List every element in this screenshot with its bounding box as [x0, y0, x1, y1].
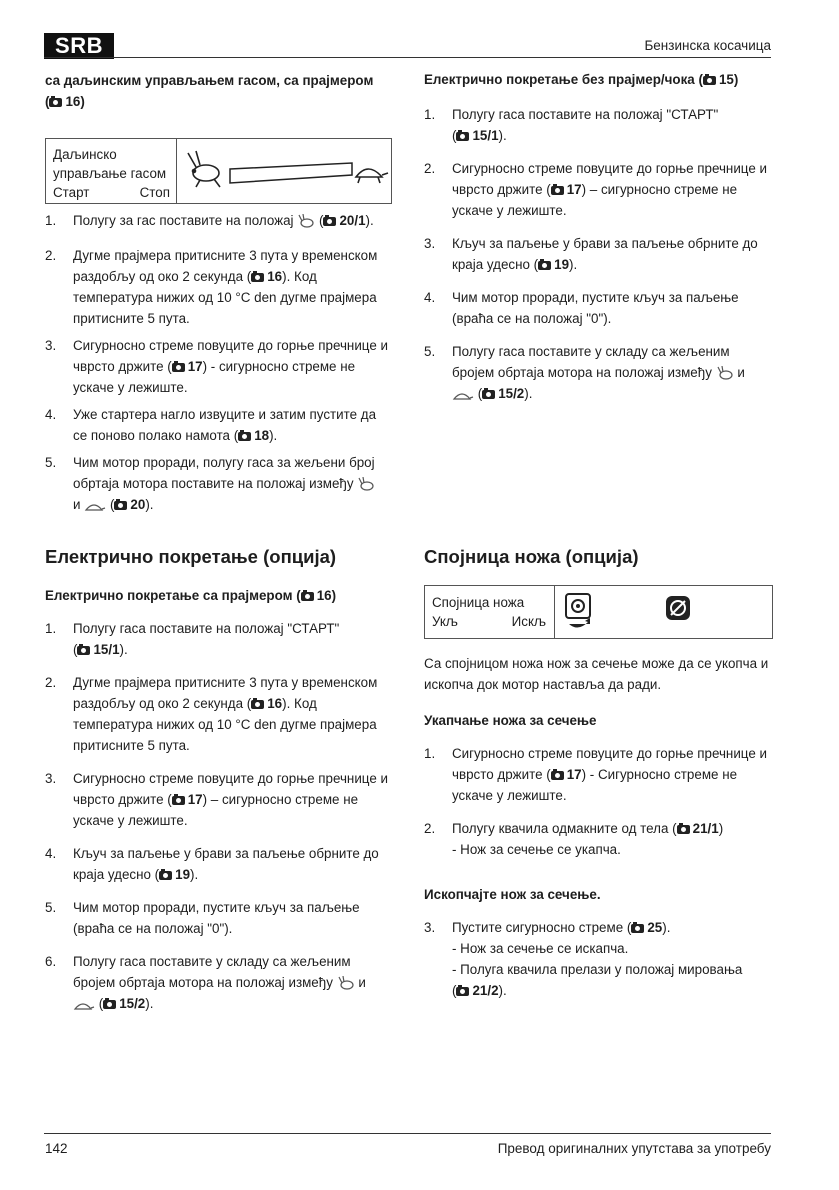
list-item: 3. Сигурносно стреме повуците до горње пречнице и чврсто држите ( 17) - сигурносно стреме не ускаче у лежиште.: [45, 338, 388, 395]
throttle-label-line1: Даљинско: [53, 147, 117, 162]
camera-icon: [251, 700, 264, 709]
footer-rule: [44, 1133, 771, 1134]
no-primer-steps: [424, 104, 770, 404]
camera-icon: [323, 217, 336, 226]
left-intro-heading: са даљинским управљањем гасом, са прајмером ( 16): [45, 73, 374, 109]
camera-icon: [631, 924, 644, 933]
throttle-diagram: [184, 143, 389, 199]
list-item: 4. Кључ за паљење у брави за паљење обрните до краја удесно ( 19).: [45, 846, 379, 882]
camera-icon: [103, 1000, 116, 1009]
camera-icon: [114, 501, 127, 510]
camera-icon: [301, 592, 314, 601]
throttle-wedge: [230, 163, 352, 183]
intro-ref: 16: [49, 94, 80, 109]
no-primer-heading: Електрично покретање без прајмер/чока ( 15): [424, 72, 739, 87]
list-item: 2. Полугу квачила одмакните од тела ( 21/1) - Нож за сечење се укапча.: [424, 821, 724, 857]
rabbit-icon: [716, 366, 734, 380]
rabbit-icon: [297, 214, 315, 228]
engage-blade-heading: Укапчање ножа за сечење: [424, 713, 597, 728]
clutch-label-line1: Спојница ножа: [432, 595, 525, 610]
rabbit-icon: [357, 477, 375, 491]
throttle-start-label: Старт: [53, 185, 90, 200]
blade-clutch-heading: Спојница ножа (опција): [424, 546, 639, 567]
camera-icon: [551, 771, 564, 780]
list-item: 3. Сигурносно стреме повуците до горње пречнице и чврсто држите ( 17) – сигурносно стреме не ускаче у лежиште.: [45, 771, 388, 828]
intro-heading-text: са даљинским управљањем гасом, са прајмером: [45, 73, 374, 88]
throttle-label-line2: управљање гасом: [53, 166, 167, 181]
list-item: 5. Чим мотор проради, пустите кључ за паљење (враћа се на положај "0").: [45, 900, 360, 936]
clutch-description: Са спојницом ножа нож за сечење може да се укопча и ископча док мотор наставља да ради.: [424, 656, 769, 692]
camera-icon: [172, 796, 185, 805]
camera-icon: [77, 646, 90, 655]
camera-icon: [238, 432, 251, 441]
list-item: 1. Сигурносно стреме повуците до горње пречнице и чврсто држите ( 17) - Сигурносно стреме не ускаче у лежиште.: [424, 746, 767, 803]
camera-icon: [251, 273, 264, 282]
turtle-icon: [73, 999, 95, 1011]
camera-icon: [456, 132, 469, 141]
remote-throttle-steps: [45, 210, 391, 515]
list-item: 4. Уже стартера нагло извуците и затим пустите да се поново полако намота ( 18).: [45, 407, 377, 443]
camera-icon: [677, 825, 690, 834]
electric-start-subheading: Електрично покретање са прајмером ( 16): [45, 588, 337, 603]
electric-start-steps: [45, 618, 391, 1014]
list-item: 5. Чим мотор проради, полугу гаса за жељени број обртаја мотора поставите на положај између и ( 20).: [45, 455, 375, 512]
throttle-stop-label: Стоп: [139, 185, 170, 200]
electric-start-heading: Електрично покретање (опција): [45, 546, 337, 567]
rabbit-icon: [188, 151, 220, 187]
camera-icon: [482, 390, 495, 399]
blade-clutch-box: [424, 585, 773, 639]
list-item: 1. Полугу гаса поставите на положај "СТАРТ" ( 15/1).: [45, 621, 340, 657]
engage-blade-steps: [424, 743, 770, 860]
list-item: 1. Полугу гаса поставите на положај "СТАРТ" ( 15/1).: [424, 107, 719, 143]
list-item: 4. Чим мотор проради, пустите кључ за паљење (враћа се на положај "0").: [424, 290, 739, 326]
page-number: 142: [45, 1141, 68, 1156]
clutch-on-label: Укљ: [432, 614, 458, 629]
header-rule: [44, 57, 771, 58]
header-title: Бензинска косачица: [644, 38, 771, 53]
list-item: 2. Сигурносно стреме повуците до горње пречнице и чврсто држите ( 17) – сигурносно стреме не ускаче у лежиште.: [424, 161, 767, 218]
turtle-icon: [84, 500, 106, 512]
camera-icon: [538, 261, 551, 270]
camera-icon: [49, 98, 62, 107]
throttle-label-cell: [46, 139, 177, 203]
turtle-icon: [356, 169, 388, 183]
list-item: 6. Полугу гаса поставите у складу са жељеним бројем обртаја мотора на положај између и ( 15/2).: [45, 954, 366, 1011]
disengage-blade-steps: [424, 917, 770, 1001]
list-item: 2. Дугме прајмера притисните 3 пута у временском раздобљу од око 2 секунда ( 16). Код температура нижих од 10 °C den дугме прајмера притисните 5 пута.: [45, 248, 378, 326]
list-item: 5. Полугу гаса поставите у складу са жељеним бројем обртаја мотора на положај између и ( 15/2).: [424, 344, 745, 401]
blade-disengaged-icon: [663, 593, 693, 623]
list-item: 1. Полугу за гас поставите на положај ( 20/1).: [45, 213, 374, 228]
camera-icon: [456, 987, 469, 996]
camera-icon: [551, 186, 564, 195]
rabbit-icon: [337, 976, 355, 990]
footer-text: Превод оригиналних упутстава за употребу: [497, 1141, 771, 1156]
camera-icon: [172, 363, 185, 372]
throttle-control-box: [45, 138, 392, 204]
turtle-icon: [452, 389, 474, 401]
clutch-label-cell: [425, 586, 555, 638]
camera-icon: [159, 871, 172, 880]
list-item: 3. Кључ за паљење у брави за паљење обрните до краја удесно ( 19).: [424, 236, 758, 272]
list-item: 2. Дугме прајмера притисните 3 пута у временском раздобљу од око 2 секунда ( 16). Код температура нижих од 10 °C den дугме прајмера притисните 5 пута.: [45, 675, 378, 753]
camera-icon: [703, 76, 716, 85]
disengage-blade-heading: Ископчајте нож за сечење.: [424, 887, 601, 902]
language-badge: SRB: [44, 33, 114, 59]
blade-engaged-icon: [563, 592, 593, 632]
clutch-off-label: Искљ: [511, 614, 546, 629]
list-item: 3. Пустите сигурносно стреме ( 25). - Нож за сечење се искапча. - Полуга квачила прелази у положај мировања ( 21/2).: [424, 920, 743, 998]
